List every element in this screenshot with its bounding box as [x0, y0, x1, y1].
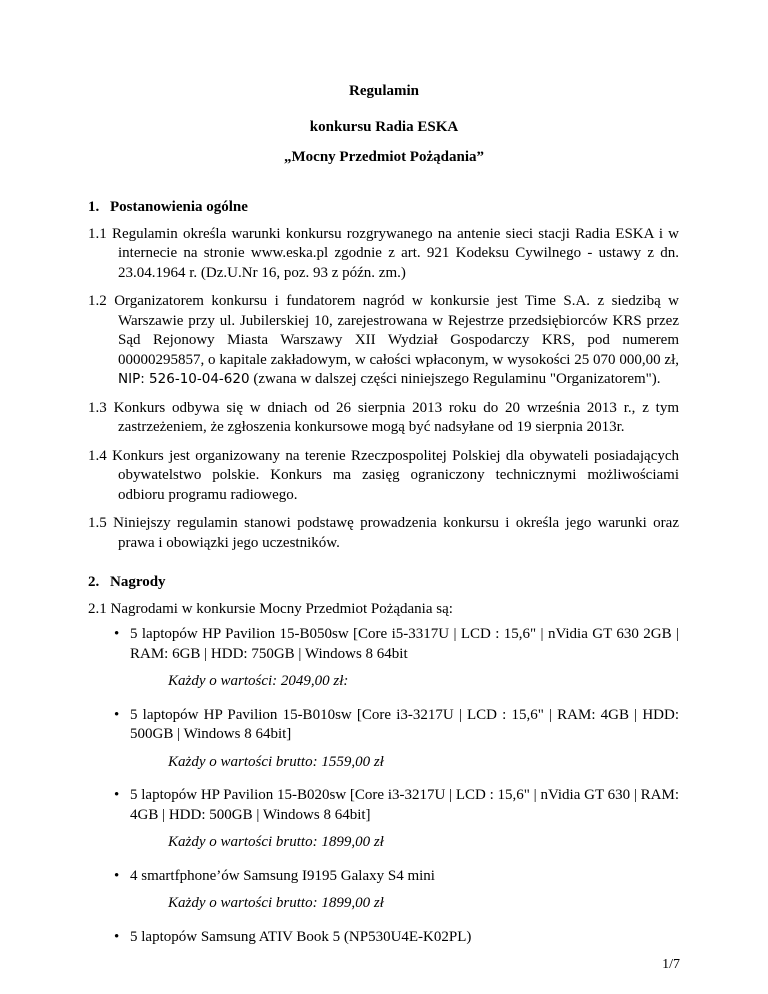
contest-name: „Mocny Przedmiot Pożądania” — [284, 149, 484, 165]
section-1-number: 1. — [88, 199, 100, 215]
paragraph-number: 1.2 — [88, 293, 107, 309]
prize-value: Każdy o wartości brutto: 1559,00 zł — [168, 753, 384, 770]
document-title: Regulamin — [348, 83, 419, 99]
paragraph-number: 1.4 — [88, 447, 107, 464]
paragraph-1-3 — [88, 399, 679, 438]
paragraph-text-continued: (zwana w dalszej części niniejszego Regulaminu "Organizatorem"). — [253, 371, 661, 387]
prize-description: 4 smartfphone’ów Samsung I9195 Galaxy S4 mini — [130, 867, 435, 884]
paragraph-text: Konkurs odbywa się w dniach od 26 sierpnia 2013 roku do 20 września 2013 r., z tym zastrzeżeniem, że zgłoszenia konkursowe mogą być nadsyłane od 19 sierpnia 2013r. — [113, 399, 680, 435]
paragraph-text: Nagrodami w konkursie Mocny Przedmiot Pożądania są: — [110, 600, 453, 617]
prize-value: Każdy o wartości brutto: 1899,00 zł — [168, 834, 384, 850]
paragraph-number: 2.1 — [88, 600, 107, 617]
document-body — [88, 198, 679, 947]
paragraph-number: 1.3 — [88, 399, 107, 416]
paragraph-1-1 — [88, 225, 679, 284]
bullet-icon: • — [114, 787, 120, 803]
paragraph-1-5 — [88, 514, 679, 553]
paragraph-1-4 — [88, 447, 679, 506]
prize-item — [88, 867, 679, 887]
prize-value: Każdy o wartości: 2049,00 zł: — [168, 673, 349, 689]
bullet-icon: • — [114, 867, 120, 884]
prize-item — [88, 706, 679, 745]
paragraph-number: 1.1 — [88, 225, 107, 242]
prize-list — [88, 625, 679, 947]
section-1-title: Postanowienia ogólne — [110, 199, 248, 215]
paragraph-text: Organizatorem konkursu i fundatorem nagród w konkursie jest Time S.A. z siedzibą w Warszawie przy ul. Jubilerskiej 10, zarejestrowana w Rejestrze przedsiębiorców KRS przez Sąd Rejonowy Miasta Warszawy XII Wydział Gospodarczy KRS, pod numerem 00000295857, o kapitale zakładowym, w całości wpłaconym, w wysokości 25 070 000,00 zł, — [114, 293, 680, 368]
paragraph-text: Konkurs jest organizowany na terenie Rzeczpospolitej Polskiej dla obywateli posiadających obywatelstwo polskie. Konkurs ma zasięg ograniczony technicznymi możliwościami odbioru programu radiowego. — [112, 447, 680, 503]
section-2-title: Nagrody — [110, 574, 166, 590]
bullet-icon: • — [114, 928, 120, 945]
prize-description: 5 laptopów HP Pavilion 15-B020sw [Core i3-3217U | LCD : 15,6" | nVidia GT 630 | RAM: 4GB | HDD: 500GB | Windows 8 64bit] — [130, 787, 679, 823]
document-subtitle: konkursu Radia ESKA — [309, 119, 459, 135]
nip-number: NIP: 526-10-04-620 — [118, 371, 250, 387]
paragraph-number: 1.5 — [88, 515, 107, 531]
prize-description: 5 laptopów HP Pavilion 15-B010sw [Core i3-3217U | LCD : 15,6" | RAM: 4GB | HDD: 500GB | Windows 8 64bit] — [130, 706, 679, 742]
paragraph-text: Niniejszy regulamin stanowi podstawę prowadzenia konkursu i określa jego warunki oraz prawa i obowiązki jego uczestników. — [113, 515, 679, 551]
prize-item — [88, 625, 679, 664]
prize-value: Każdy o wartości brutto: 1899,00 zł — [168, 895, 384, 911]
paragraph-1-2 — [88, 292, 679, 390]
prize-item — [88, 786, 679, 825]
paragraph-2-1 — [88, 600, 679, 620]
prize-description: 5 laptopów Samsung ATIV Book 5 (NP530U4E-K02PL) — [130, 928, 472, 945]
bullet-icon: • — [114, 706, 120, 723]
section-1-heading — [88, 198, 679, 218]
section-2-number: 2. — [88, 574, 100, 590]
bullet-icon: • — [114, 626, 120, 642]
section-2-heading — [88, 573, 679, 593]
page-number: 1/7 — [662, 957, 680, 972]
prize-description: 5 laptopów HP Pavilion 15-B050sw [Core i5-3317U | LCD : 15,6" | nVidia GT 630 2GB | RAM: 6GB | HDD: 750GB | Windows 8 64bit — [130, 626, 679, 662]
paragraph-text: Regulamin określa warunki konkursu rozgrywanego na antenie sieci stacji Radia ESKA i w internecie na stronie www.eska.pl zgodnie z art. 921 Kodeksu Cywilnego - ustawy z dn. 23.04.1964 r. (Dz.U.Nr 16, poz. 93 z późn. zm.) — [111, 225, 680, 281]
prize-item — [88, 928, 679, 948]
